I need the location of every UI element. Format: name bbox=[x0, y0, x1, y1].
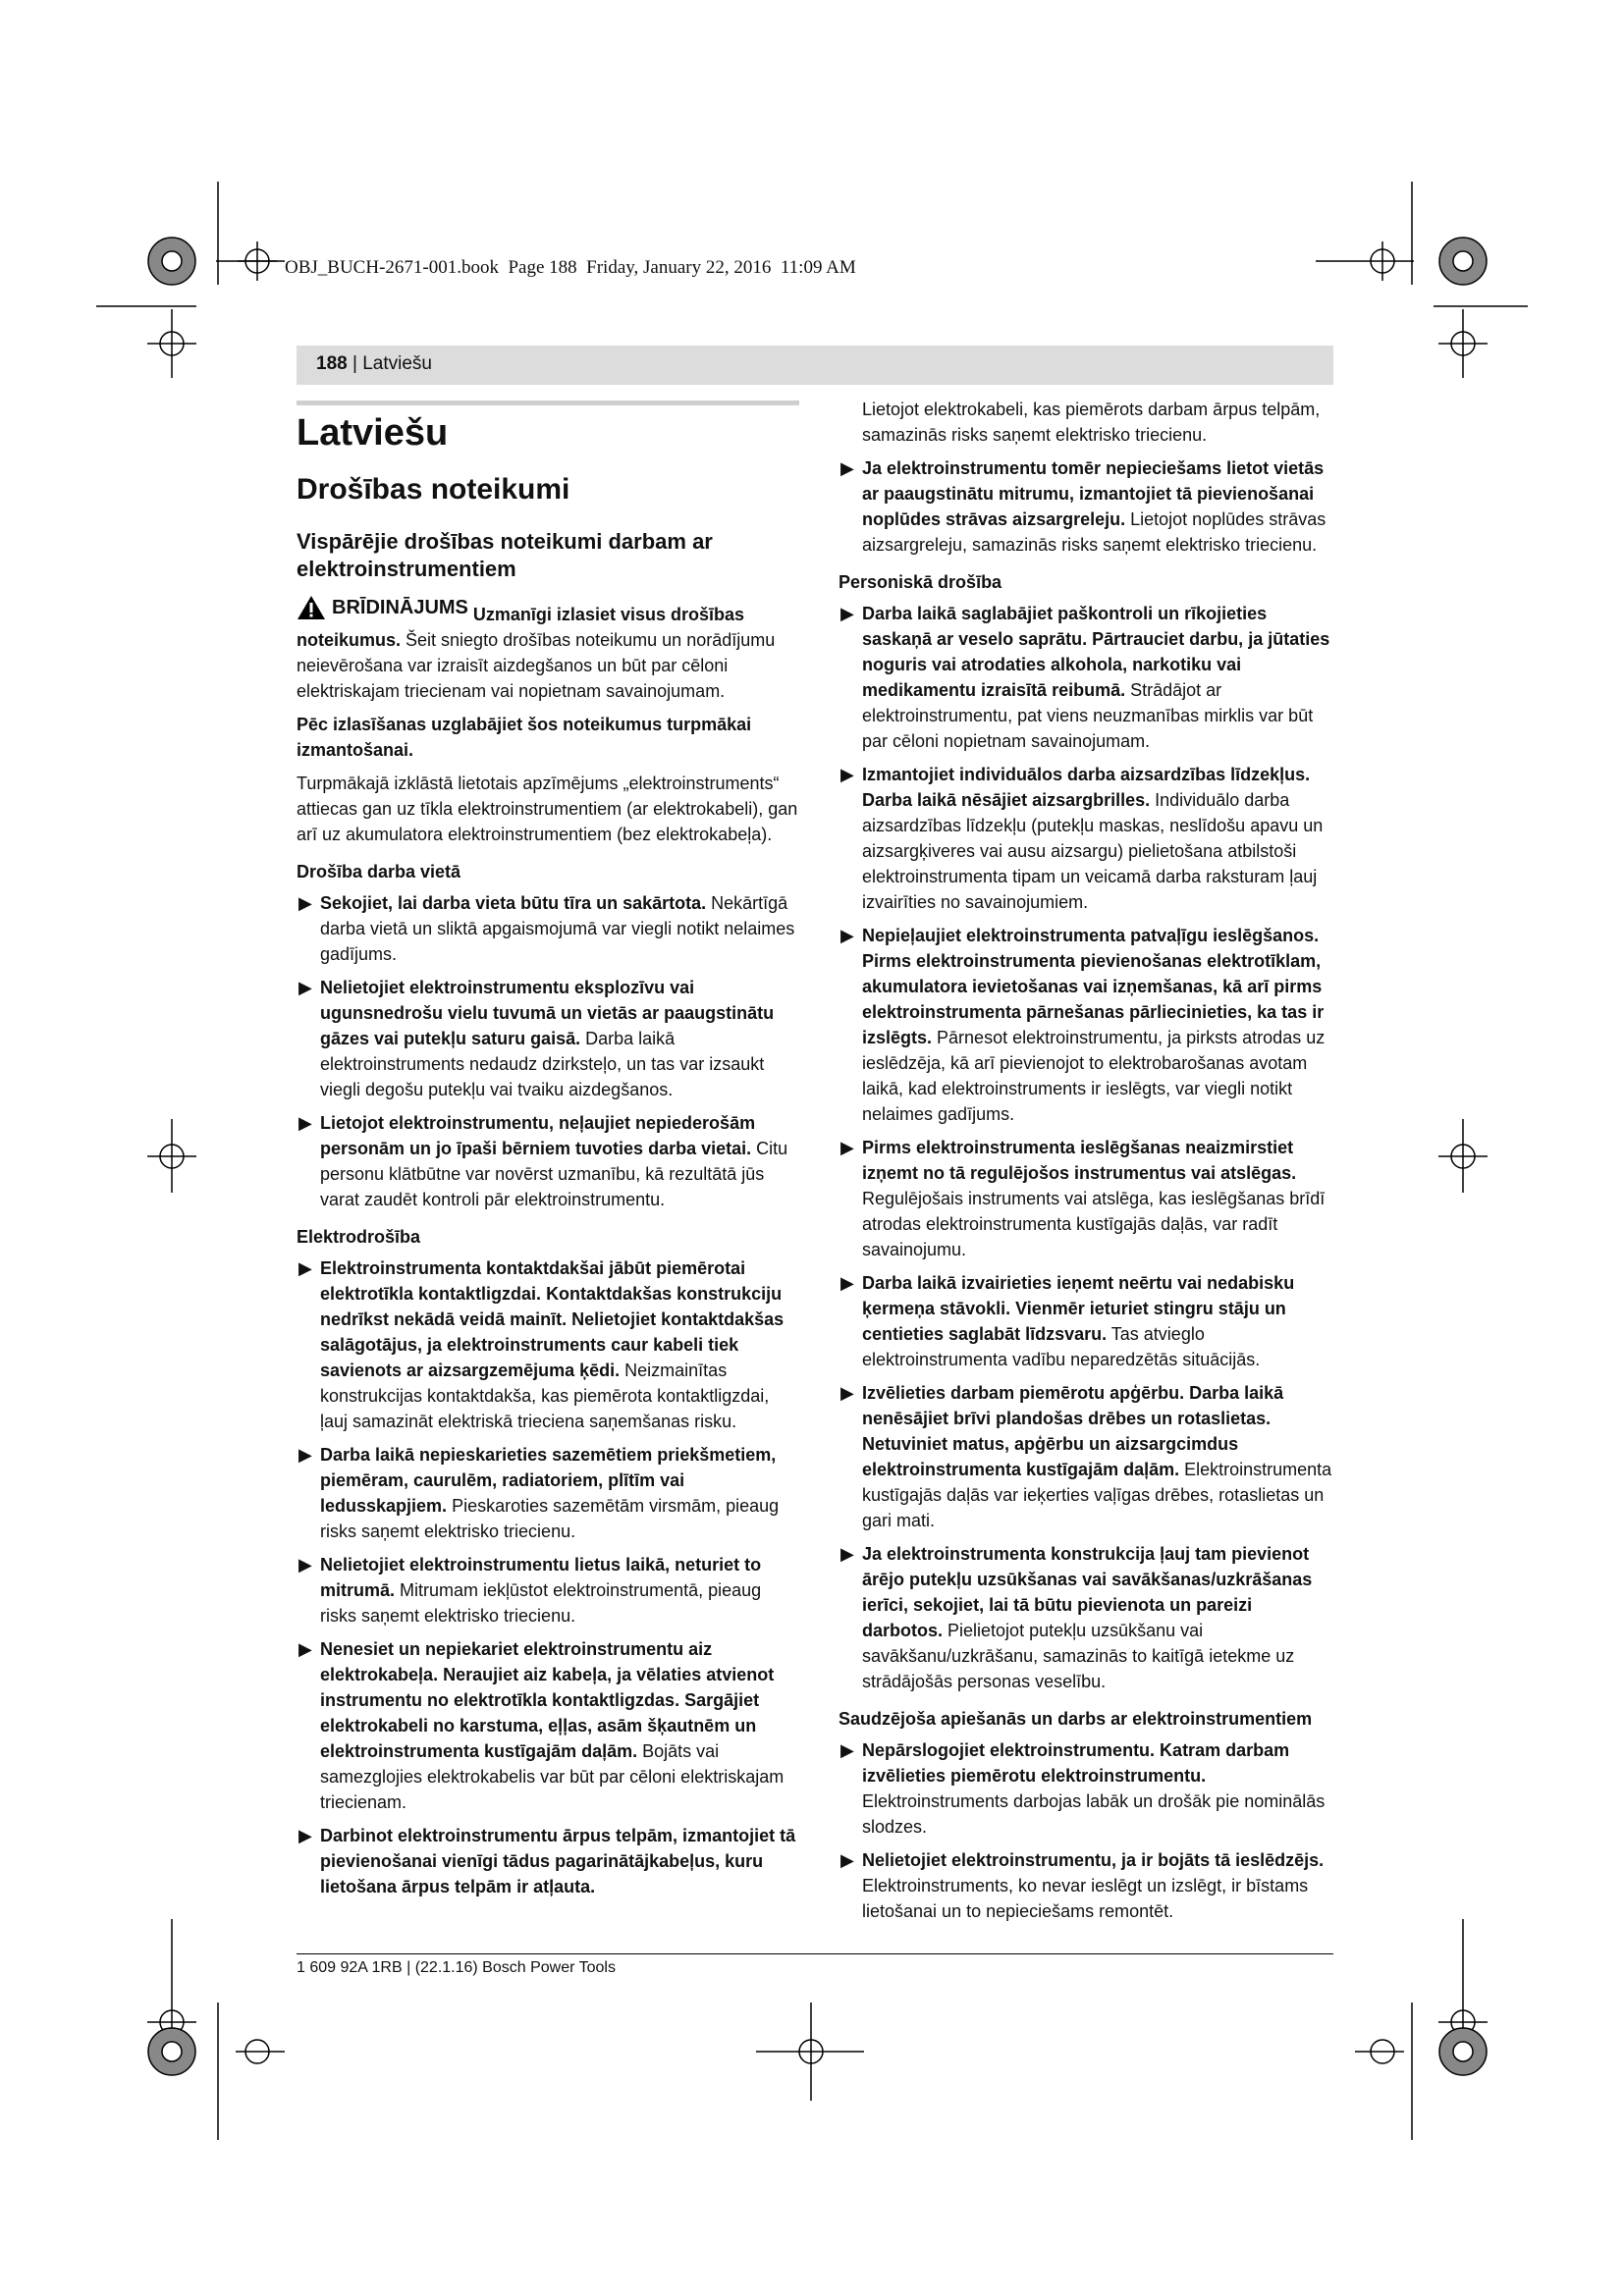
triangle-right-icon: ▶ bbox=[298, 1113, 312, 1133]
triangle-right-icon: ▶ bbox=[840, 458, 854, 478]
item-text: Darba laikā elektroinstruments nedaudz dzirksteļo, un tas var izsaukt viegli degošu putekļu vai tvaiku aizdegšanos. bbox=[320, 1029, 765, 1099]
warning-text: Šeit sniegto drošības noteikumu un norādījumu neievērošana var izraisīt aizdegšanos un būt par cēloni elektriskajam triecienam vai nopietnam savainojumam. bbox=[297, 630, 776, 701]
work-area-list bbox=[297, 890, 799, 1212]
item-bold: Darbinot elektroinstrumentu ārpus telpām, izmantojiet tā pievienošanai vienīgi tādus pagarinātājkabeļus, kuru lietošana ārpus telpām ir atļauta. bbox=[320, 1826, 796, 1896]
careful-heading: Saudzējoša apiešanās un darbs ar elektroinstrumentiem bbox=[839, 1709, 1313, 1729]
warning-label-text: BRĪDINĀJUMS bbox=[332, 597, 468, 618]
item-bold: Elektroinstrumenta kontaktdakšai jābūt piemērotai elektrotīkla kontaktligzdai. Kontaktdakšas konstrukciju nedrīkst nekādā veidā mainīt. Nelietojiet kontaktdakšas salāgotājus, ja elektroinstruments caur kabeli tiek savienots ar aizsargzemējuma ķēdi. bbox=[320, 1258, 785, 1380]
general-safety-heading: Vispārējie drošības noteikumi darbam ar elektroinstrumentiem bbox=[297, 529, 713, 581]
right-column bbox=[839, 397, 1335, 1932]
personal-list bbox=[839, 601, 1335, 1694]
registration-target bbox=[1439, 2028, 1487, 2075]
left-column bbox=[297, 410, 799, 1907]
item-bold: Nepārslogojiet elektroinstrumentu. Katram darbam izvēlieties piemērotu elektroinstrumentu. bbox=[862, 1740, 1290, 1786]
list-item bbox=[839, 455, 1335, 558]
triangle-right-icon: ▶ bbox=[298, 1555, 312, 1575]
keep-notice: Pēc izlasīšanas uzglabājiet šos noteikumus turpmākai izmantošanai. bbox=[297, 715, 752, 760]
triangle-right-icon: ▶ bbox=[298, 978, 312, 997]
item-text: Tas atvieglo elektroinstrumenta vadību neparedzētās situācijās. bbox=[862, 1324, 1261, 1369]
item-text: Strādājot ar elektroinstrumentu, pat viens neuzmanības mirklis var būt par cēloni nopietnam savainojumam. bbox=[862, 680, 1314, 751]
triangle-right-icon: ▶ bbox=[840, 1273, 854, 1293]
registration-target bbox=[148, 2028, 195, 2075]
triangle-right-icon: ▶ bbox=[840, 765, 854, 784]
item-text: Neizmainītas konstrukcijas kontaktdakša, kas piemērota kontaktligzdai, ļauj samazināt elektriskā trieciena saņemšanas risku. bbox=[320, 1361, 770, 1431]
triangle-right-icon: ▶ bbox=[840, 1138, 854, 1157]
electric-list bbox=[297, 1255, 799, 1899]
print-info: OBJ_BUCH-2671-001.book Page 188 Friday, January 22, 2016 11:09 AM bbox=[285, 257, 856, 278]
item-text: Elektroinstruments, ko nevar ieslēgt un izslēgt, ir bīstams lietošanai un to nepieciešams remontēt. bbox=[862, 1876, 1309, 1921]
triangle-right-icon: ▶ bbox=[840, 604, 854, 623]
list-item bbox=[839, 1135, 1335, 1262]
triangle-right-icon: ▶ bbox=[298, 1258, 312, 1278]
list-item bbox=[839, 1737, 1335, 1840]
triangle-right-icon: ▶ bbox=[840, 1850, 854, 1870]
item-bold: Ja elektroinstrumenta konstrukcija ļauj tam pievienot ārējo putekļu uzsūkšanas vai savākšanas/uzkrāšanas ierīci, sekojiet, lai tā būtu pievienota un pareizi darbotos. bbox=[862, 1544, 1313, 1640]
triangle-right-icon: ▶ bbox=[298, 1826, 312, 1845]
term-note: Turpmākajā izklāstā lietotais apzīmējums „elektroinstruments“ attiecas gan uz tīkla elektroinstrumentiem (ar elektrokabeli), gan arī uz akumulatora elektroinstrumentiem (bez elektrokabeļa). bbox=[297, 774, 798, 844]
item-text: Elektroinstruments darbojas labāk un drošāk pie nominālās slodzes. bbox=[862, 1791, 1326, 1837]
triangle-right-icon: ▶ bbox=[298, 1445, 312, 1465]
list-item bbox=[297, 1552, 799, 1629]
warning-triangle-icon bbox=[297, 595, 326, 620]
item-text: Bojāts vai samezglojies elektrokabelis var būt par cēloni elektriskajam triecienam. bbox=[320, 1741, 785, 1812]
header-bar bbox=[297, 346, 1333, 385]
item-text: Citu personu klātbūtne var novērst uzmanību, kā rezultātā jūs varat zaudēt kontroli pār elektroinstrumentu. bbox=[320, 1139, 788, 1209]
page-footer: 1 609 92A 1RB | (22.1.16) Bosch Power Tools bbox=[297, 1959, 616, 1976]
item-text: Pārnesot elektroinstrumentu, ja pirksts atrodas uz ieslēdzēja, kā arī pievienojot to elektrobarošanas avotam laikā, kad elektroinstruments ir ieslēgts, var viegli notikt nelaimes gadījums. bbox=[862, 1028, 1326, 1124]
list-item bbox=[839, 1270, 1335, 1372]
section-title: Drošības noteikumi bbox=[297, 473, 570, 506]
header-language: Latviešu bbox=[362, 353, 432, 374]
personal-heading: Personiskā drošība bbox=[839, 572, 1002, 592]
list-item bbox=[297, 890, 799, 967]
list-item bbox=[297, 975, 799, 1102]
item-bold: Nelietojiet elektroinstrumentu lietus laikā, neturiet to mitrumā. bbox=[320, 1555, 762, 1600]
list-item bbox=[839, 601, 1335, 754]
list-item bbox=[297, 1442, 799, 1544]
registration-target bbox=[148, 238, 195, 285]
triangle-right-icon: ▶ bbox=[840, 1740, 854, 1760]
warning-label bbox=[297, 595, 468, 620]
item-text: Nekārtīgā darba vietā un sliktā apgaismojumā var viegli notikt nelaimes gadījums. bbox=[320, 893, 795, 964]
work-area-heading: Drošība darba vietā bbox=[297, 862, 461, 881]
triangle-right-icon: ▶ bbox=[298, 1639, 312, 1659]
warning-paragraph bbox=[297, 595, 799, 704]
item-bold: Nelietojiet elektroinstrumentu eksplozīvu vai ugunsnedrošu vielu tuvumā un vietās ar paaugstinātu gāzes vai putekļu saturu gaisā. bbox=[320, 978, 775, 1048]
item-text: Lietojot noplūdes strāvas aizsargreleju, samazinās risks saņemt elektrisko triecienu. bbox=[862, 509, 1326, 555]
item-text: Pieskaroties sazemētām virsmām, pieaug risks saņemt elektrisko triecienu. bbox=[320, 1496, 780, 1541]
continued-text: Lietojot elektrokabeli, kas piemērots darbam ārpus telpām, samazinās risks saņemt elektrisko triecienu. bbox=[862, 400, 1321, 445]
list-item bbox=[839, 1380, 1335, 1533]
item-bold: Sekojiet, lai darba vieta būtu tīra un sakārtota. bbox=[320, 893, 707, 913]
item-bold: Nelietojiet elektroinstrumentu, ja ir bojāts tā ieslēdzējs. bbox=[862, 1850, 1325, 1870]
electric-heading: Elektrodrošība bbox=[297, 1227, 421, 1247]
registration-target bbox=[1439, 238, 1487, 285]
item-text: Elektroinstrumenta kustīgajās daļās var ieķerties vaļīgas drēbes, rotaslietas un gari mati. bbox=[862, 1460, 1332, 1530]
list-item bbox=[839, 1541, 1335, 1694]
triangle-right-icon: ▶ bbox=[298, 893, 312, 913]
item-bold: Nepieļaujiet elektroinstrumenta patvaļīgu ieslēgšanos. Pirms elektroinstrumenta pievienošanas elektrotīklam, akumulatora ievietošanas vai izņemšanas, kā arī pirms elektroinstrumenta pārnešanas pārliecinieties, ka tas ir izslēgts. bbox=[862, 926, 1325, 1047]
item-text: Pielietojot putekļu uzsūkšanu vai savākšanu/uzkrāšanu, samazinās to kaitīgā ietekme uz strādājošās personas veselību. bbox=[862, 1621, 1295, 1691]
page-header bbox=[316, 353, 432, 375]
item-bold: Izmantojiet individuālos darba aizsardzības līdzekļus. Darba laikā nēsājiet aizsargbrilles. bbox=[862, 765, 1311, 810]
item-bold: Darba laikā saglabājiet paškontroli un rīkojieties saskaņā ar veselo saprātu. Pārtrauciet darbu, ja jūtaties noguris vai atrodaties alkohola, narkotiku vai medikamentu izraisītā reibumā. bbox=[862, 604, 1330, 700]
triangle-right-icon: ▶ bbox=[840, 926, 854, 945]
triangle-right-icon: ▶ bbox=[840, 1544, 854, 1564]
triangle-right-icon: ▶ bbox=[840, 1383, 854, 1403]
item-bold: Darba laikā nepieskarieties sazemētiem priekšmetiem, piemēram, caurulēm, radiatoriem, plītīm vai ledusskapjiem. bbox=[320, 1445, 777, 1516]
page-title: Latviešu bbox=[297, 412, 449, 454]
list-item bbox=[297, 1823, 799, 1899]
warning-bold: Uzmanīgi izlasiet visus drošības noteikumus. bbox=[297, 605, 745, 650]
footer-rule bbox=[297, 1953, 1333, 1954]
list-item bbox=[297, 1255, 799, 1434]
list-item bbox=[839, 762, 1335, 915]
column-top-rule bbox=[297, 400, 799, 405]
item-bold: Pirms elektroinstrumenta ieslēgšanas neaizmirstiet izņemt no tā regulējošos instrumentus vai atslēgas. bbox=[862, 1138, 1297, 1183]
page-number: 188 bbox=[316, 353, 348, 374]
item-bold: Nenesiet un nepiekariet elektroinstrumentu aiz elektrokabeļa. Neraujiet aiz kabeļa, ja vēlaties atvienot instrumentu no elektrotīkla kontaktligzdas. Sargājiet elektrokabeli no karstuma, eļļas, asām šķautnēm un elektroinstrumenta kustīgajām daļām. bbox=[320, 1639, 775, 1761]
list-item bbox=[839, 923, 1335, 1127]
list-item bbox=[839, 1847, 1335, 1924]
item-bold: Ja elektroinstrumentu tomēr nepieciešams lietot vietās ar paaugstinātu mitrumu, izmantojiet tā pievienošanai noplūdes strāvas aizsargreleju. bbox=[862, 458, 1325, 529]
item-bold: Izvēlieties darbam piemērotu apģērbu. Darba laikā nenēsājiet brīvi plandošas drēbes un rotaslietas. Netuviniet matus, apģērbu un aizsargcimdus elektroinstrumenta kustīgajām daļām. bbox=[862, 1383, 1284, 1479]
careful-list bbox=[839, 1737, 1335, 1924]
header-separator: | bbox=[347, 353, 363, 374]
item-bold: Darba laikā izvairieties ieņemt neērtu vai nedabisku ķermeņa stāvokli. Vienmēr ieturiet stingru stāju un centieties saglabāt līdzsvaru. bbox=[862, 1273, 1295, 1344]
item-text: Regulējošais instruments vai atslēga, kas ieslēgšanas brīdī atrodas elektroinstrumenta kustīgajās daļās, var radīt savainojumu. bbox=[862, 1189, 1326, 1259]
item-text: Individuālo darba aizsardzības līdzekļu (putekļu maskas, neslīdošu apavu un aizsargķiveres vai ausu aizsargu) pielietošana atbilstoši elektroinstrumenta tipam un veicamā darba raksturam ļauj izvairīties no savainojumiem. bbox=[862, 790, 1324, 912]
item-bold: Lietojot elektroinstrumentu, neļaujiet nepiederošām personām un jo īpaši bērniem tuvoties darba vietai. bbox=[320, 1113, 756, 1158]
item-text: Mitrumam iekļūstot elektroinstrumentā, pieaug risks saņemt elektrisko triecienu. bbox=[320, 1580, 762, 1626]
list-item bbox=[297, 1110, 799, 1212]
list-item bbox=[297, 1636, 799, 1815]
